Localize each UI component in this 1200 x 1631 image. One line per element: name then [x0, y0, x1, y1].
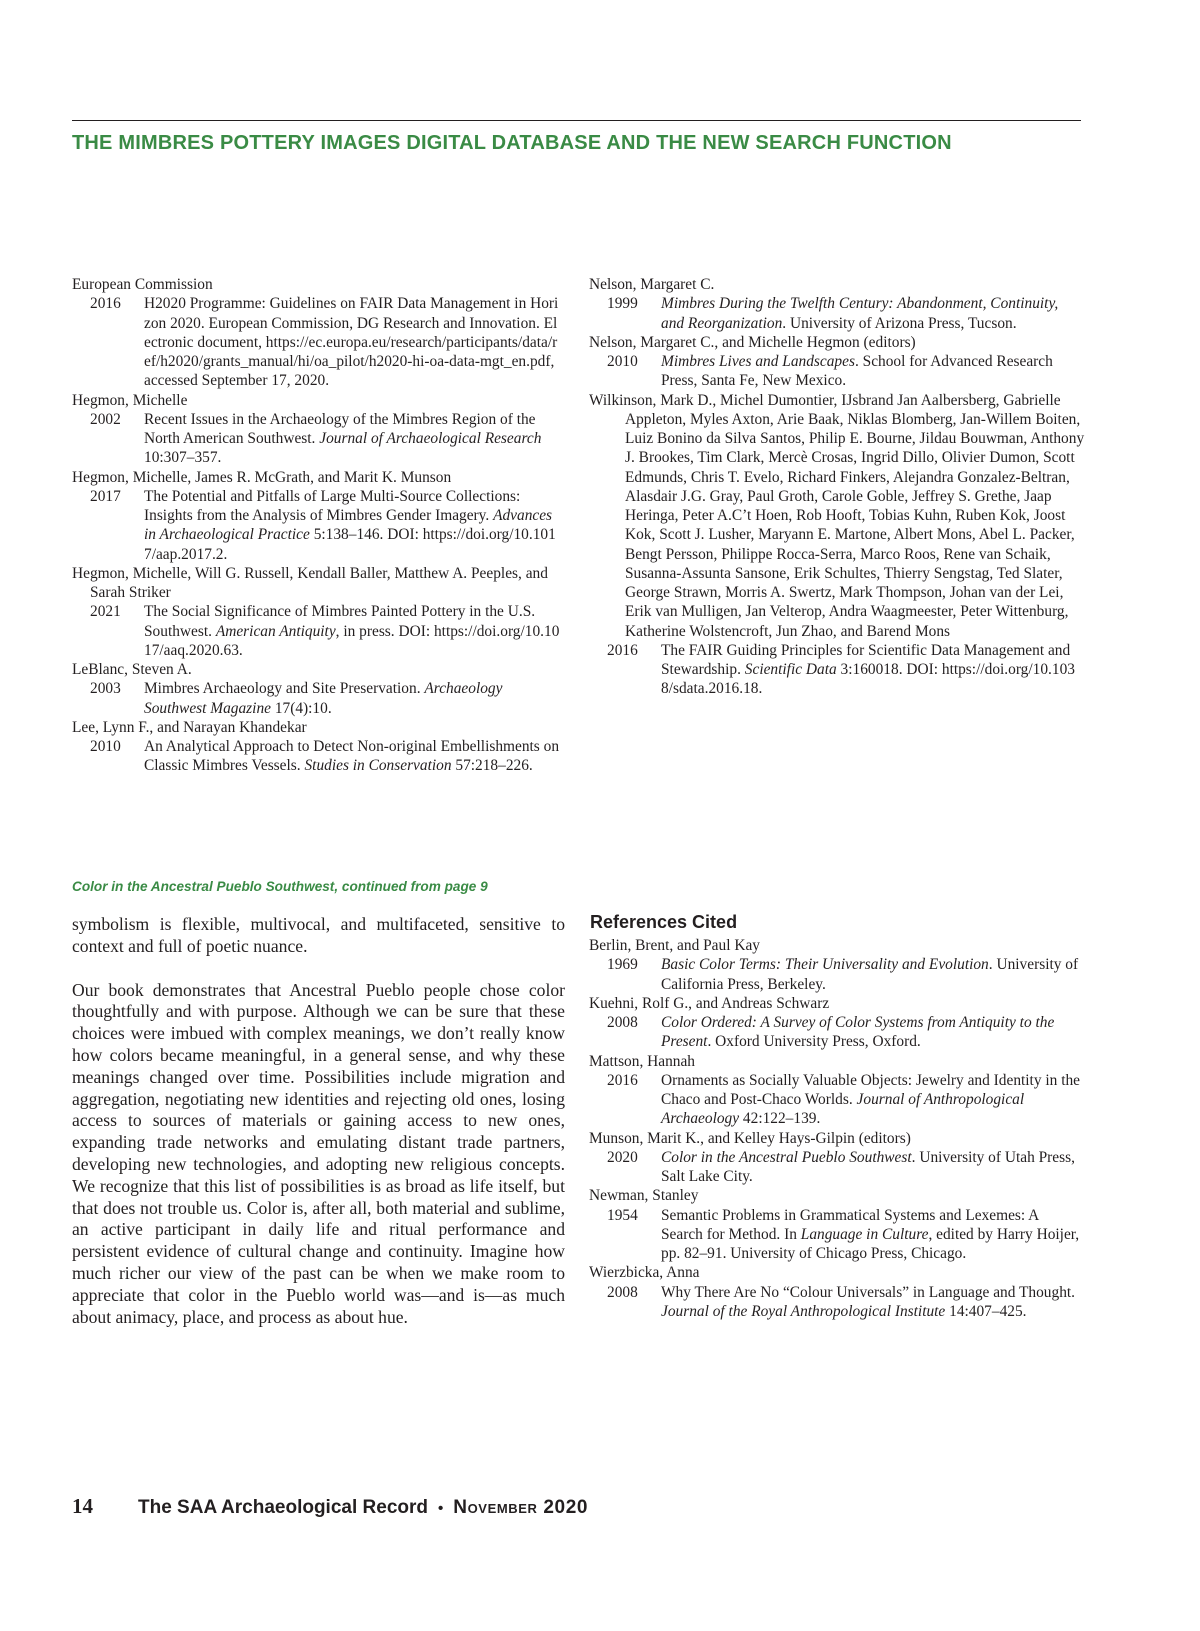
- ref-journal: Studies in Conservation: [304, 757, 452, 775]
- footer-separator: •: [438, 1500, 444, 1517]
- ref-year: 1999: [607, 295, 638, 313]
- ref-year: 2003: [90, 680, 121, 698]
- ref-year: 2021: [90, 603, 121, 621]
- ref-title: The FAIR Guiding Principles for Scientific Data Management and Stewardship.: [661, 641, 1071, 678]
- ref-entry: [589, 1071, 1081, 1129]
- header-rule: [72, 120, 1081, 121]
- ref-year: 2017: [90, 487, 121, 505]
- ref-journal: Advances in Archaeological Practice: [144, 507, 553, 544]
- ref-text: [661, 1148, 1081, 1187]
- ref-journal: Archaeology Southwest Magazine: [144, 680, 503, 717]
- ref-year: 2008: [607, 1283, 638, 1301]
- ref-text: [661, 294, 1085, 333]
- ref-publisher: . University of Arizona Press, Tucson.: [782, 314, 1017, 332]
- ref-journal: Journal of Anthropological Archaeology: [661, 1091, 1025, 1128]
- ref-title: The Social Significance of Mimbres Painted Pottery in the U.S. Southwest.: [144, 603, 536, 640]
- ref-book-title: Color Ordered: A Survey of Color Systems from Antiquity to the Present: [661, 1014, 1055, 1051]
- ref-author: Hegmon, Michelle, James R. McGrath, and Marit K. Munson: [72, 468, 452, 486]
- ref-author: Munson, Marit K., and Kelley Hays-Gilpin (editors): [589, 1129, 911, 1147]
- ref-text: [144, 679, 564, 718]
- references-cited-list: [589, 936, 1081, 1321]
- ref-author: European Commission: [72, 276, 213, 293]
- ref-entry: [589, 352, 1085, 391]
- ref-title: An Analytical Approach to Detect Non-original Embellishments on Classic Mimbres Vessels.: [144, 738, 560, 775]
- ref-text: [661, 955, 1081, 994]
- ref-title: Recent Issues in the Archaeology of the Mimbres Region of the North American Southwest.: [144, 410, 536, 447]
- ref-entry: [72, 410, 564, 468]
- ref-citation: , in press. DOI: https://doi.org/10.1017/aaq.2020.63.: [144, 622, 560, 659]
- ref-entry: [72, 487, 564, 564]
- ref-text: [661, 1013, 1081, 1052]
- ref-book-title: Mimbres During the Twelfth Century: Abandonment, Continuity, and Reorganization: [661, 295, 1059, 332]
- ref-author: Berlin, Brent, and Paul Kay: [589, 937, 760, 954]
- ref-year: 2010: [607, 353, 638, 370]
- ref-book-title: Basic Color Terms: Their Universality and Evolution: [661, 956, 989, 974]
- ref-journal: Journal of Archaeological Research: [319, 430, 542, 447]
- ref-publisher: . School for Advanced Research Press, Santa Fe, New Mexico.: [661, 353, 1053, 390]
- ref-text: [661, 1206, 1081, 1264]
- ref-entry: [589, 955, 1081, 994]
- ref-book-title: Mimbres Lives and Landscapes: [661, 353, 855, 370]
- ref-journal: American Antiquity: [215, 622, 336, 640]
- ref-entry: [72, 679, 564, 718]
- ref-year: 2016: [90, 295, 121, 313]
- ref-publisher: . Oxford University Press, Oxford.: [707, 1033, 921, 1051]
- ref-year: 2002: [90, 410, 121, 428]
- ref-title: Semantic Problems in Grammatical Systems and Lexemes: A Search for Method. In: [661, 1206, 1039, 1243]
- ref-citation: 14:407–425.: [945, 1302, 1027, 1320]
- ref-text: [661, 1071, 1081, 1129]
- ref-citation: 42:122–139.: [739, 1110, 821, 1128]
- ref-title: Ornaments as Socially Valuable Objects: Jewelry and Identity in the Chaco and Post-Chaco Worlds.: [661, 1071, 1081, 1108]
- ref-year: 2010: [90, 738, 121, 755]
- page-number: 14: [72, 1494, 93, 1518]
- ref-text: [144, 602, 564, 660]
- ref-text: [661, 641, 1085, 699]
- ref-text: H2020 Programme: Guidelines on FAIR Data Management in Horizon 2020. European Commission, DG Research and Innovation. Electronic document, https://ec.europa.eu/research/participants/data/ref/h2020/grants_manual/hi/oa_pilot/h2020-hi-oa-data-mgt_en.pdf, accessed September 17, 2020.: [144, 295, 559, 390]
- ref-citation: 17(4):10.: [270, 699, 332, 717]
- ref-citation: 5:138–146. DOI: https://doi.org/10.1017/aap.2017.2.: [144, 526, 556, 563]
- ref-entry: [72, 294, 564, 390]
- ref-year: 1954: [607, 1206, 638, 1224]
- ref-entry: [589, 1148, 1081, 1187]
- ref-book-title: Language in Culture: [800, 1225, 929, 1243]
- ref-year: 2020: [607, 1148, 638, 1166]
- ref-year: 2016: [607, 1071, 638, 1089]
- ref-book-title: Color in the Ancestral Pueblo Southwest: [661, 1148, 912, 1166]
- ref-year: 2016: [607, 641, 638, 659]
- references-cited-heading: References Cited: [590, 912, 738, 932]
- ref-author: Lee, Lynn F., and Narayan Khandekar: [72, 718, 307, 736]
- issue-date: November 2020: [453, 1497, 589, 1518]
- ref-author: Wilkinson, Mark D., Michel Dumontier, IJsbrand Jan Aalbersberg, Gabrielle Appleton, Myles Axton, Arie Baak, Niklas Blomberg, Jan-Willem Boiten, Luiz Bonino da Silva Santos, Philip E. Bourne, Jildau Bouwman, Anthony J. Brookes, Tim Clark, Mercè Crosas, Ingrid Dillo, Olivier Dumon, Scott Edmunds, Chris T. Evelo, Richard Finkers, Alejandra Gonzalez-Beltran, Alasdair J.G. Gray, Paul Groth, Carole Goble, Jeffrey S. Grethe, Jaap Heringa, Peter A.C’t Hoen, Rob Hooft, Tobias Kuhn, Ruben Kok, Joost Kok, Scott J. Lusher, Maryann E. Martone, Albert Mons, Abel L. Packer, Bengt Persson, Philippe Rocca-Serra, Marco Roos, Rene van Schaik, Susanna-Assunta Sansone, Erik Schultes, Thierry Sengstag, Ted Slater, George Strawn, Morris A. Swertz, Mark Thompson, Johan van der Lei, Erik van Mulligen, Jan Velterop, Andra Waagmeester, Peter Wittenburg, Katherine Wolstencroft, Jun Zhao, and Barend Mons: [589, 391, 1085, 640]
- ref-title: Mimbres Archaeology and Site Preservation.: [144, 680, 425, 698]
- ref-author: LeBlanc, Steven A.: [72, 661, 192, 678]
- ref-author: Kuehni, Rolf G., and Andreas Schwarz: [589, 994, 830, 1012]
- ref-author: Hegmon, Michelle, Will G. Russell, Kendall Baller, Matthew A. Peeples, and Sarah Striker: [72, 564, 548, 601]
- ref-author: Nelson, Margaret C., and Michelle Hegmon (editors): [589, 333, 916, 351]
- ref-entry: [589, 1013, 1081, 1052]
- ref-publisher: . University of California Press, Berkeley.: [661, 956, 1079, 993]
- ref-author: Newman, Stanley: [589, 1187, 699, 1205]
- page-footer: [72, 1494, 588, 1519]
- ref-year: 1969: [607, 956, 638, 974]
- ref-citation: 3:160018. DOI: https://doi.org/10.1038/sdata.2016.18.: [661, 661, 1075, 698]
- ref-entry: [589, 294, 1085, 333]
- ref-year: 2008: [607, 1014, 638, 1031]
- ref-title: The Potential and Pitfalls of Large Multi-Source Collections: Insights from the Analysis of Mimbres Gender Imagery.: [144, 487, 521, 524]
- article-body: [72, 914, 565, 1350]
- ref-author: Nelson, Margaret C.: [589, 276, 715, 293]
- references-right-column: [589, 275, 1085, 699]
- ref-text: [661, 1283, 1081, 1322]
- ref-citation: , edited by Harry Hoijer, pp. 82–91. University of Chicago Press, Chicago.: [661, 1225, 1080, 1262]
- body-paragraph: Our book demonstrates that Ancestral Pueblo people chose color thoughtfully and with purpose. Although we can be sure that these choices were imbued with complex meanings, we don’t really know how colors became meaningful, in a general sense, and why these meanings changed over time. Possibilities include migration and aggregation, negotiating new identities and rejecting old ones, losing access to sources of materials or gaining access to new ones, expanding trade networks and emulating distant trade partners, developing new technologies, and adopting new religious concepts. We recognize that this list of possibilities is as broad as life itself, but that does not trouble us. Color is, after all, both material and sublime, an active participant in daily life and ritual performance and persistent evidence of cultural change and continuity. Imagine how much richer our view of the past can be when we make room to appreciate that color in the Pueblo world was—and is—as much about animacy, place, and process as about hue.: [72, 979, 565, 1327]
- ref-author: Wierzbicka, Anna: [589, 1264, 700, 1282]
- ref-author: Hegmon, Michelle: [72, 391, 188, 409]
- ref-text: [661, 352, 1085, 391]
- ref-journal: Journal of the Royal Anthropological Institute: [661, 1302, 946, 1320]
- ref-author: Mattson, Hannah: [589, 1052, 696, 1070]
- ref-entry: [589, 1206, 1081, 1264]
- ref-journal: Scientific Data: [744, 661, 837, 678]
- ref-entry: [72, 602, 564, 660]
- references-left-column: [72, 275, 564, 776]
- ref-entry: [72, 737, 564, 776]
- ref-citation: 10:307–357.: [144, 449, 222, 467]
- body-paragraph: symbolism is flexible, multivocal, and multifaceted, sensitive to context and full of poetic nuance.: [72, 914, 565, 956]
- ref-publisher: . University of Utah Press, Salt Lake City.: [661, 1148, 1075, 1185]
- ref-entry: [589, 641, 1085, 699]
- ref-text: [144, 410, 564, 468]
- ref-text: [144, 487, 564, 564]
- page-section-title: THE MIMBRES POTTERY IMAGES DIGITAL DATABASE AND THE NEW SEARCH FUNCTION: [72, 132, 952, 154]
- ref-entry: [589, 1283, 1081, 1322]
- continued-from-label: Color in the Ancestral Pueblo Southwest, continued from page 9: [72, 879, 488, 894]
- publication-name: The SAA Archaeological Record: [138, 1497, 428, 1518]
- ref-text: [144, 737, 564, 776]
- ref-title: Why There Are No “Colour Universals” in Language and Thought.: [661, 1283, 1076, 1301]
- ref-citation: 57:218–226.: [451, 757, 533, 775]
